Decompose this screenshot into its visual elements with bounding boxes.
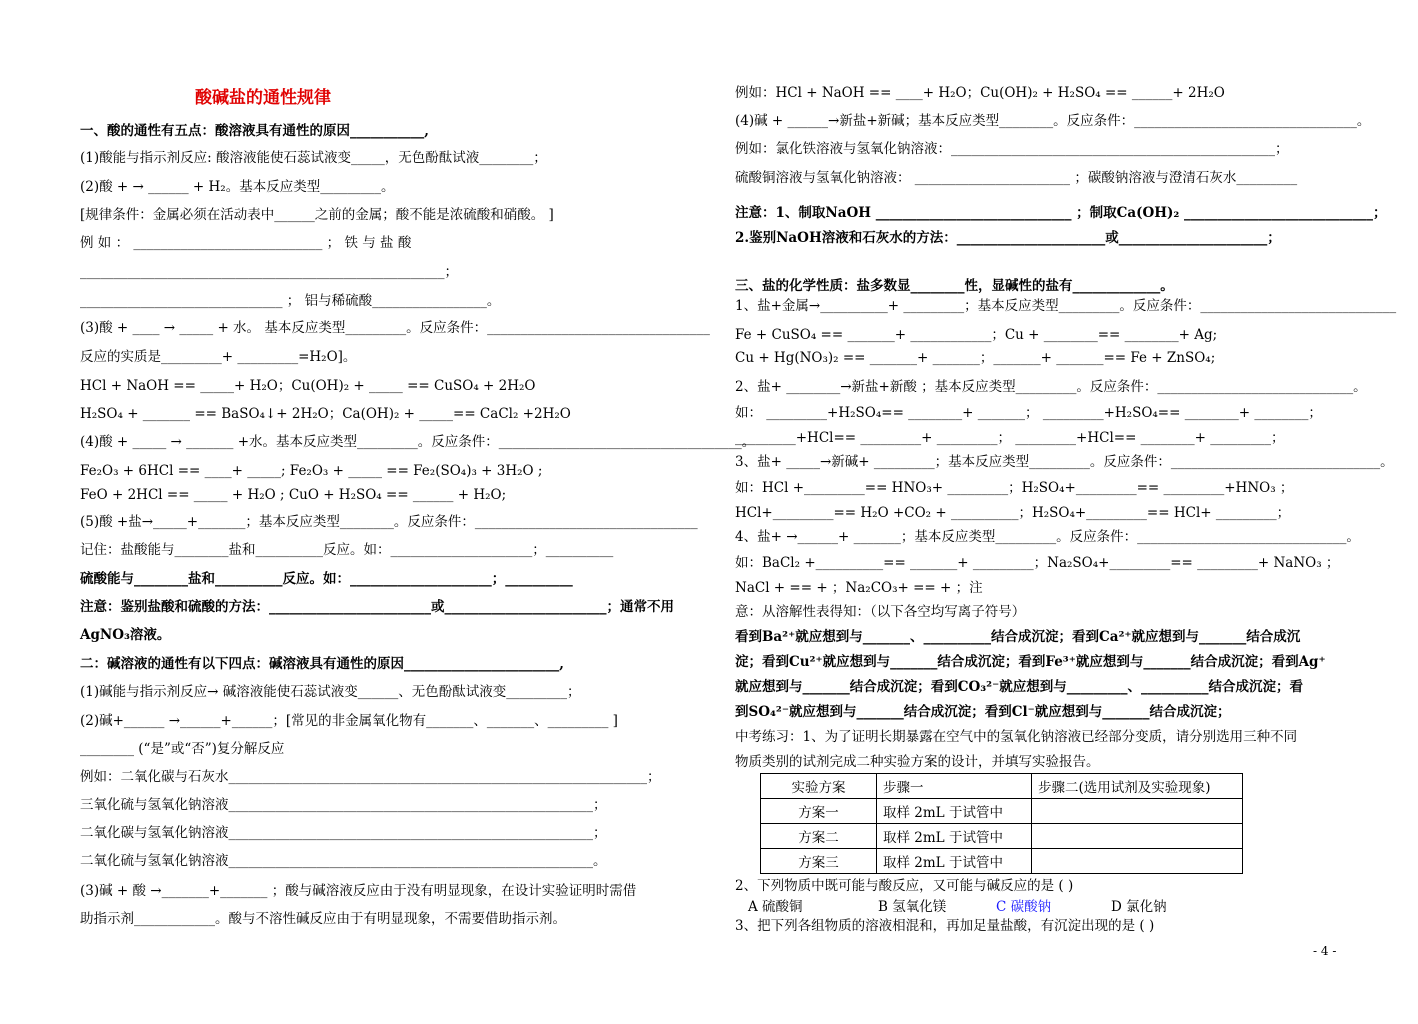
text-line: ________ (“是”或“否”)复分解反应 <box>80 741 285 757</box>
table-cell-blank[interactable] <box>1032 799 1243 824</box>
equation-line: 例如：HCl + NaOH == ____+ H₂O；Cu(OH)₂ + H₂SO₄ == ______+ 2H₂O <box>735 85 1225 101</box>
equation-line: 如：BaCl₂ +__________== _______+ _________；Na₂SO₄+_________== _________+ NaNO₃ ； <box>735 555 1340 571</box>
table-cell-blank[interactable] <box>1032 824 1243 849</box>
equation-line: 如：HCl +_________== HNO₃+ _________；H₂SO₄+_________== _________+HNO₃ ； <box>735 480 1294 496</box>
section-acid-heading: 一、酸的通性有五点：酸溶液具有通性的原因___________, <box>80 123 429 139</box>
table-header-cell: 步骤二(选用试剂及实验现象) <box>1032 774 1243 799</box>
table-row <box>761 799 1243 824</box>
text-line: 中考练习：1、为了证明长期暴露在空气中的氢氧化钠溶液已经部分变质，请分别选用三种不同 <box>735 729 1298 745</box>
equation-line: Cu + Hg(NO₃)₂ == _______+ _______；_______+ _______== Fe + ZnSO₄; <box>735 350 1216 366</box>
table-cell: 取样 2mL 于试管中 <box>877 799 1032 824</box>
choice-b: B 氢氧化镁 <box>878 899 947 915</box>
text-line: 例如：氯化铁溶液与氢氧化钠溶液：________________________________________________； <box>735 141 1289 157</box>
text-line: 例 如 ： ____________________________ ； 铁 与 盐 酸 <box>80 235 412 251</box>
equation-line: _________+HCl== _________+ _________； _________+HCl== ________+ _________； <box>735 430 1285 446</box>
table-cell: 方案一 <box>761 799 877 824</box>
text-line: 硫酸能与________盐和__________反应。如：_____________________；__________ <box>80 571 573 587</box>
text-line: (1)酸能与指示剂反应: 酸溶液能使石蕊试液变_____，无色酚酞试液________； <box>80 150 547 166</box>
choice-d: D 氯化钠 <box>1111 899 1167 915</box>
equation-line: NaCl + == + ；Na₂CO₃+ == + ；注 <box>735 580 983 596</box>
text-line: 2.鉴别NaOH溶液和石灰水的方法：______________________或______________________； <box>735 230 1281 246</box>
equation-line: Fe₂O₃ + 6HCl == ____+ _____; Fe₂O₃ + _____ == Fe₂(SO₄)₃ + 3H₂O ; <box>80 463 543 479</box>
text-line: (2)碱+______ →______+______；[常见的非金属氧化物有_______、_______、_________ ] <box>80 713 618 729</box>
text-line: 助指示剂____________。酸与不溶性碱反应由于有明显现象，不需要借助指示剂。 <box>80 911 566 927</box>
text-line: 2、盐+ ________→新盐+新酸 ；基本反应类型_________。反应条件：_____________________________。 <box>735 379 1367 395</box>
text-line: 看到Ba²⁺就应想到与_______、__________结合成沉淀；看到Ca²⁺就应想到与_______结合成沉 <box>735 629 1301 645</box>
question-3: 3、把下列各组物质的溶液相混和，再加足量盐酸，有沉淀出现的是 ( ) <box>735 918 1155 934</box>
page-number: - 4 - <box>1313 944 1337 958</box>
equation-line: H₂SO₄ + _______ == BaSO₄↓+ 2H₂O；Ca(OH)₂ + _____== CaCl₂ +2H₂O <box>80 406 571 422</box>
text-line: (5)酸 +盐→_____+_______；基本反应类型________。反应条件：_________________________________ <box>80 514 698 530</box>
text-line: 注意：1、制取NaOH _____________________________ ；制取Ca(OH)₂ ____________________________； <box>735 205 1387 221</box>
text-line: 反应的实质是_________+ _________=H₂O]。 <box>80 349 357 365</box>
text-line: 淀；看到Cu²⁺就应想到与_______结合成沉淀；看到Fe³⁺就应想到与_______结合成沉淀；看到Ag⁺ <box>735 654 1326 670</box>
text-line: 1、盐+金属→__________+ _________；基本反应类型_________。反应条件：_____________________________ <box>735 298 1397 314</box>
text-line: 意：从溶解性表得知：（以下各空均写离子符号） <box>735 604 1026 620</box>
text-line: ______________________________________________________； <box>80 264 458 280</box>
choice-a: A 硫酸铜 <box>748 899 803 915</box>
text-line: [规律条件：金属必须在活动表中______之前的金属；酸不能是浓硫酸和硝酸。 ] <box>80 207 554 223</box>
equation-line: HCl + NaOH == _____+ H₂O；Cu(OH)₂ + _____ == CuSO₄ + 2H₂O <box>80 378 536 394</box>
text-line: (4)碱 + ______→新盐+新碱；基本反应类型________。反应条件：_________________________________。 <box>735 113 1371 129</box>
table-cell: 取样 2mL 于试管中 <box>877 849 1032 874</box>
text-line: 到SO₄²⁻就应想到与_______结合成沉淀；看到Cl⁻就应想到与_______结合成沉淀； <box>735 704 1231 720</box>
text-line: (2)酸 + → ______ + H₂。基本反应类型_________。 <box>80 179 395 195</box>
text-line: 例如：二氧化碳与石灰水______________________________________________________________； <box>80 769 661 785</box>
text-line: 就应想到与_______结合成沉淀；看到CO₃²⁻就应想到与_________、__________结合成沉淀；看 <box>735 679 1303 695</box>
text-line: AgNO₃溶液。 <box>80 627 171 643</box>
equation-line: Fe + CuSO₄ == _______+ ____________；Cu + ________== ________+ Ag; <box>735 327 1218 343</box>
question-2: 2、下列物质中既可能与酸反应，又可能与碱反应的是 ( ) <box>735 878 1074 894</box>
table-header-row <box>761 774 1243 799</box>
text-line: ______________________________ ； 铝与稀硫酸_________________。 <box>80 293 501 309</box>
text-line: 4、盐+ →______+ _______；基本反应类型_________。反应条件：_______________________________。 <box>735 529 1360 545</box>
section-salt-heading: 三、盐的化学性质：盐多数显________性，显碱性的盐有_____________。 <box>735 278 1174 294</box>
text-line: 二氧化碳与氢氧化钠溶液______________________________________________________； <box>80 825 607 841</box>
table-cell-blank[interactable] <box>1032 849 1243 874</box>
table-cell: 取样 2mL 于试管中 <box>877 824 1032 849</box>
section-base-heading: 二：碱溶液的通性有以下四点：碱溶液具有通性的原因_______________________, <box>80 656 564 672</box>
text-line: (1)碱能与指示剂反应→ 碱溶液能使石蕊试液变______、无色酚酞试液变_________； <box>80 684 581 700</box>
equation-line: FeO + 2HCl == _____ + H₂O ; CuO + H₂SO₄ == ______ + H₂O; <box>80 487 507 503</box>
text-line: 记住：盐酸能与________盐和__________反应。如：_____________________；__________ <box>80 542 614 558</box>
equation-line: 如： _________+H₂SO₄== ________+ _______； _________+H₂SO₄== ________+ ________； <box>735 405 1322 421</box>
page-title: 酸碱盐的通性规律 <box>195 88 331 108</box>
text-line: 3、盐+ _____→新碱+ _________；基本反应类型_________。反应条件：_______________________________。 <box>735 454 1394 470</box>
text-line: 三氧化硫与氢氧化钠溶液______________________________________________________； <box>80 797 607 813</box>
text-line: 注意：鉴别盐酸和硫酸的方法：________________________或________________________；通常不用 <box>80 599 674 615</box>
table-row <box>761 824 1243 849</box>
table-row <box>761 849 1243 874</box>
table-header-cell: 实验方案 <box>761 774 877 799</box>
choice-c: C 碳酸钠 <box>996 899 1052 915</box>
experiment-plan-table <box>760 773 1243 874</box>
table-cell: 方案三 <box>761 849 877 874</box>
text-line: (4)酸 + _____ → _______ +水。基本反应类型_________。反应条件：____________________________________。 <box>80 434 756 450</box>
table-header-cell: 步骤一 <box>877 774 1032 799</box>
text-line: 硫酸铜溶液与氢氧化钠溶液： _______________________ ；碳酸钠溶液与澄清石灰水_________ <box>735 170 1298 186</box>
table-cell: 方案二 <box>761 824 877 849</box>
text-line: 物质类别的试剂完成二种实验方案的设计，并填写实验报告。 <box>735 754 1100 770</box>
text-line: (3)酸 + ____ → _____ + 水。 基本反应类型_________。反应条件：_________________________________ <box>80 320 710 336</box>
text-line: (3)碱 + 酸 →_______+_______ ；酸与碱溶液反应由于没有明显现象，在设计实验证明时需借 <box>80 883 637 899</box>
equation-line: HCl+_________== H₂O +CO₂ + __________；H₂SO₄+_________== HCl+ _________； <box>735 505 1291 521</box>
text-line: 二氧化硫与氢氧化钠溶液______________________________________________________。 <box>80 853 607 869</box>
